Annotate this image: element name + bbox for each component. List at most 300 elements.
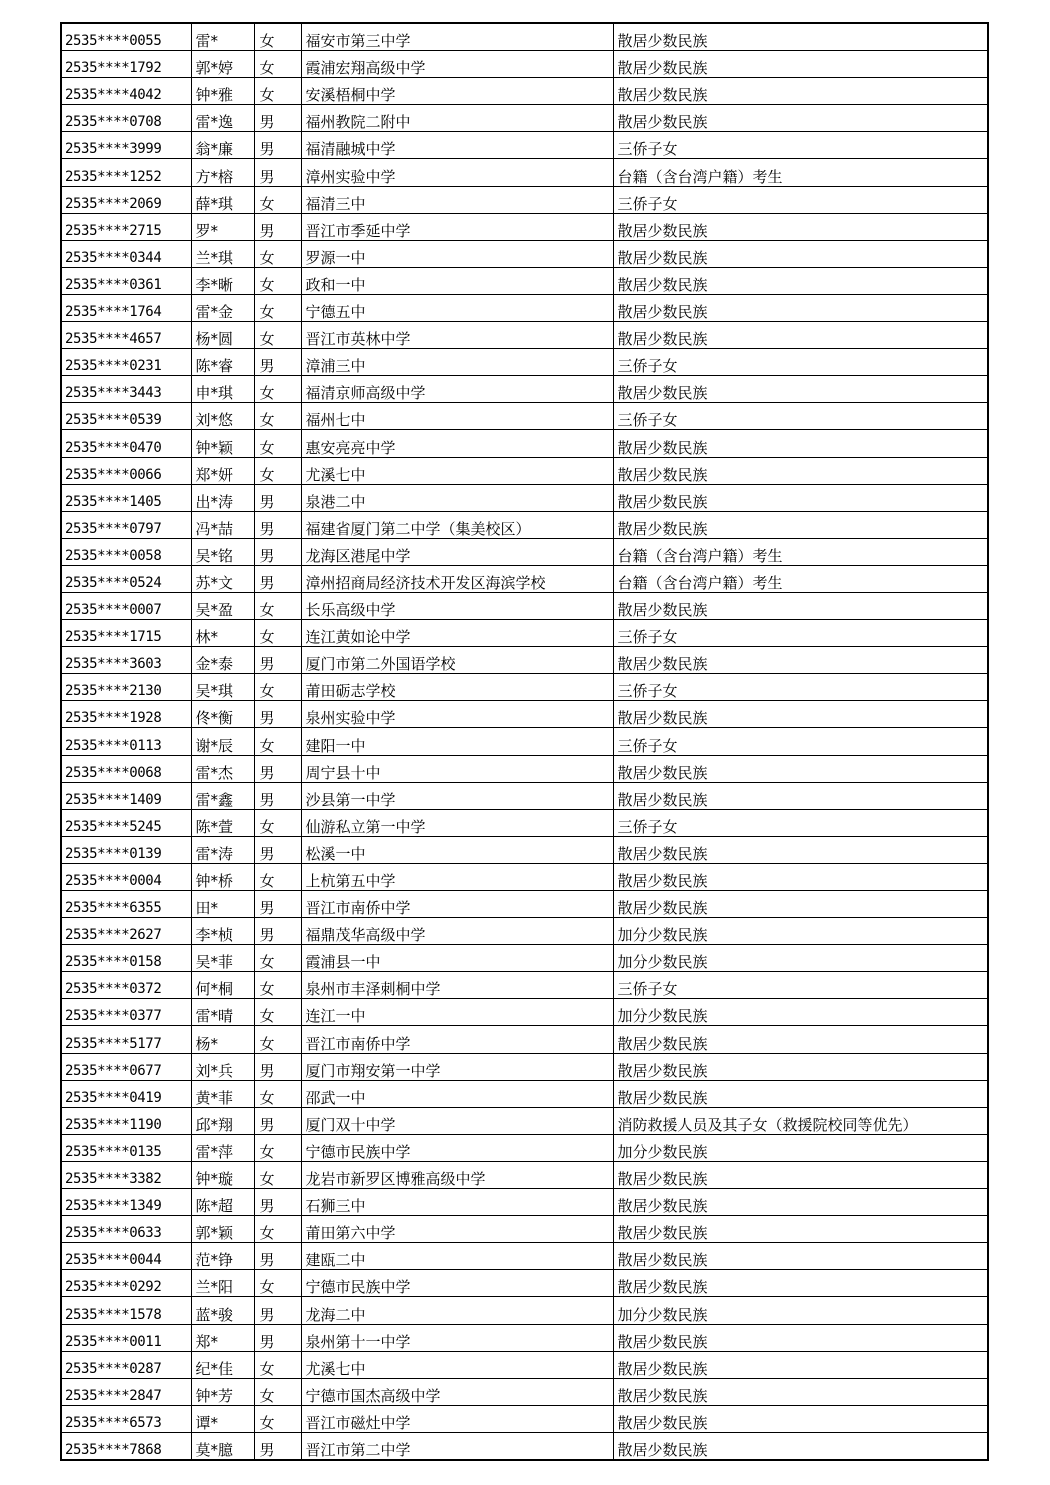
table-row — [61, 1026, 988, 1053]
exam-id-cell: 2535****0633 — [61, 1216, 191, 1243]
gender-cell: 女 — [254, 430, 301, 457]
student-name-cell: 钟*桥 — [191, 863, 254, 890]
student-name-cell: 雷*萍 — [191, 1134, 254, 1161]
gender-cell: 女 — [254, 863, 301, 890]
exam-id-cell: 2535****0058 — [61, 538, 191, 565]
category-cell: 散居少数民族 — [613, 1324, 988, 1351]
table-row — [61, 23, 988, 51]
student-name-cell: 陈*睿 — [191, 349, 254, 376]
category-cell: 散居少数民族 — [613, 891, 988, 918]
student-name-cell: 雷*鑫 — [191, 782, 254, 809]
table-row — [61, 620, 988, 647]
gender-cell: 男 — [254, 891, 301, 918]
gender-cell: 女 — [254, 1026, 301, 1053]
exam-id-cell: 2535****3382 — [61, 1161, 191, 1188]
exam-id-cell: 2535****0068 — [61, 755, 191, 782]
student-name-cell: 钟*颖 — [191, 430, 254, 457]
student-name-cell: 雷*涛 — [191, 836, 254, 863]
gender-cell: 女 — [254, 972, 301, 999]
category-cell: 散居少数民族 — [613, 863, 988, 890]
table-row — [61, 891, 988, 918]
table-row — [61, 511, 988, 538]
gender-cell: 女 — [254, 51, 301, 78]
gender-cell: 女 — [254, 186, 301, 213]
gender-cell: 女 — [254, 457, 301, 484]
exam-id-cell: 2535****0524 — [61, 565, 191, 592]
school-cell: 霞浦县一中 — [301, 945, 613, 972]
table-row — [61, 457, 988, 484]
school-cell: 宁德五中 — [301, 294, 613, 321]
category-cell: 散居少数民族 — [613, 1216, 988, 1243]
table-row — [61, 349, 988, 376]
table-row — [61, 538, 988, 565]
school-cell: 厦门双十中学 — [301, 1107, 613, 1134]
school-cell: 仙游私立第一中学 — [301, 809, 613, 836]
gender-cell: 男 — [254, 159, 301, 186]
gender-cell: 男 — [254, 484, 301, 511]
exam-id-cell: 2535****6355 — [61, 891, 191, 918]
student-name-cell: 林* — [191, 620, 254, 647]
gender-cell: 男 — [254, 132, 301, 159]
exam-id-cell: 2535****0231 — [61, 349, 191, 376]
category-cell: 加分少数民族 — [613, 918, 988, 945]
school-cell: 龙岩市新罗区博雅高级中学 — [301, 1161, 613, 1188]
table-row — [61, 1216, 988, 1243]
gender-cell: 女 — [254, 945, 301, 972]
student-name-cell: 何*桐 — [191, 972, 254, 999]
school-cell: 石狮三中 — [301, 1189, 613, 1216]
table-row — [61, 78, 988, 105]
exam-id-cell: 2535****1715 — [61, 620, 191, 647]
gender-cell: 女 — [254, 999, 301, 1026]
exam-id-cell: 2535****0113 — [61, 728, 191, 755]
category-cell: 消防救援人员及其子女（救援院校同等优先） — [613, 1107, 988, 1134]
gender-cell: 女 — [254, 1270, 301, 1297]
table-row — [61, 1270, 988, 1297]
student-name-cell: 杨*圆 — [191, 322, 254, 349]
table-row — [61, 782, 988, 809]
category-cell: 散居少数民族 — [613, 267, 988, 294]
exam-id-cell: 2535****2847 — [61, 1378, 191, 1405]
school-cell: 龙海区港尾中学 — [301, 538, 613, 565]
school-cell: 龙海二中 — [301, 1297, 613, 1324]
school-cell: 建阳一中 — [301, 728, 613, 755]
category-cell: 散居少数民族 — [613, 755, 988, 782]
student-name-cell: 翁*廉 — [191, 132, 254, 159]
gender-cell: 男 — [254, 213, 301, 240]
table-row — [61, 565, 988, 592]
school-cell: 晋江市磁灶中学 — [301, 1405, 613, 1432]
student-name-cell: 谭* — [191, 1405, 254, 1432]
table-row — [61, 1161, 988, 1188]
gender-cell: 男 — [254, 1324, 301, 1351]
student-name-cell: 吴*铭 — [191, 538, 254, 565]
exam-id-cell: 2535****0797 — [61, 511, 191, 538]
student-name-cell: 方*榕 — [191, 159, 254, 186]
category-cell: 散居少数民族 — [613, 1405, 988, 1432]
student-name-cell: 吴*琪 — [191, 674, 254, 701]
student-name-cell: 钟*芳 — [191, 1378, 254, 1405]
exam-id-cell: 2535****0539 — [61, 403, 191, 430]
school-cell: 尤溪七中 — [301, 457, 613, 484]
school-cell: 邵武一中 — [301, 1080, 613, 1107]
table-row — [61, 1432, 988, 1460]
category-cell: 散居少数民族 — [613, 1161, 988, 1188]
category-cell: 台籍（含台湾户籍）考生 — [613, 159, 988, 186]
table-row — [61, 1053, 988, 1080]
table-row — [61, 105, 988, 132]
roster-table — [60, 22, 989, 1461]
exam-id-cell: 2535****0004 — [61, 863, 191, 890]
exam-id-cell: 2535****0066 — [61, 457, 191, 484]
gender-cell: 女 — [254, 403, 301, 430]
school-cell: 泉州实验中学 — [301, 701, 613, 728]
school-cell: 福清京师高级中学 — [301, 376, 613, 403]
exam-id-cell: 2535****1764 — [61, 294, 191, 321]
exam-id-cell: 2535****0011 — [61, 1324, 191, 1351]
category-cell: 散居少数民族 — [613, 1351, 988, 1378]
category-cell: 散居少数民族 — [613, 511, 988, 538]
school-cell: 连江一中 — [301, 999, 613, 1026]
category-cell: 三侨子女 — [613, 620, 988, 647]
school-cell: 漳州实验中学 — [301, 159, 613, 186]
student-name-cell: 田* — [191, 891, 254, 918]
student-name-cell: 兰*琪 — [191, 240, 254, 267]
exam-id-cell: 2535****0135 — [61, 1134, 191, 1161]
school-cell: 福建省厦门第二中学（集美校区） — [301, 511, 613, 538]
school-cell: 晋江市季延中学 — [301, 213, 613, 240]
category-cell: 散居少数民族 — [613, 240, 988, 267]
exam-id-cell: 2535****0361 — [61, 267, 191, 294]
exam-id-cell: 2535****0044 — [61, 1243, 191, 1270]
gender-cell: 女 — [254, 728, 301, 755]
category-cell: 散居少数民族 — [613, 51, 988, 78]
school-cell: 宁德市国杰高级中学 — [301, 1378, 613, 1405]
school-cell: 惠安亮亮中学 — [301, 430, 613, 457]
category-cell: 散居少数民族 — [613, 1080, 988, 1107]
student-name-cell: 刘*兵 — [191, 1053, 254, 1080]
category-cell: 散居少数民族 — [613, 1026, 988, 1053]
gender-cell: 男 — [254, 1189, 301, 1216]
student-name-cell: 罗* — [191, 213, 254, 240]
school-cell: 霞浦宏翔高级中学 — [301, 51, 613, 78]
student-name-cell: 出*涛 — [191, 484, 254, 511]
table-row — [61, 51, 988, 78]
exam-id-cell: 2535****0344 — [61, 240, 191, 267]
roster-body — [61, 23, 988, 1460]
student-name-cell: 范*铮 — [191, 1243, 254, 1270]
school-cell: 厦门市第二外国语学校 — [301, 647, 613, 674]
school-cell: 建瓯二中 — [301, 1243, 613, 1270]
gender-cell: 男 — [254, 538, 301, 565]
table-row — [61, 132, 988, 159]
category-cell: 加分少数民族 — [613, 1297, 988, 1324]
student-name-cell: 李*桢 — [191, 918, 254, 945]
exam-id-cell: 2535****1928 — [61, 701, 191, 728]
school-cell: 莆田砺志学校 — [301, 674, 613, 701]
category-cell: 散居少数民族 — [613, 105, 988, 132]
student-name-cell: 薛*琪 — [191, 186, 254, 213]
school-cell: 政和一中 — [301, 267, 613, 294]
school-cell: 连江黄如论中学 — [301, 620, 613, 647]
student-name-cell: 郑* — [191, 1324, 254, 1351]
category-cell: 散居少数民族 — [613, 782, 988, 809]
table-row — [61, 1405, 988, 1432]
exam-id-cell: 2535****1578 — [61, 1297, 191, 1324]
student-name-cell: 冯*喆 — [191, 511, 254, 538]
table-row — [61, 647, 988, 674]
table-row — [61, 728, 988, 755]
exam-id-cell: 2535****0055 — [61, 23, 191, 51]
table-row — [61, 403, 988, 430]
student-name-cell: 邱*翔 — [191, 1107, 254, 1134]
school-cell: 晋江市南侨中学 — [301, 1026, 613, 1053]
gender-cell: 女 — [254, 240, 301, 267]
school-cell: 晋江市南侨中学 — [301, 891, 613, 918]
category-cell: 三侨子女 — [613, 349, 988, 376]
category-cell: 散居少数民族 — [613, 78, 988, 105]
gender-cell: 女 — [254, 376, 301, 403]
category-cell: 散居少数民族 — [613, 23, 988, 51]
table-row — [61, 592, 988, 619]
table-row — [61, 1378, 988, 1405]
student-name-cell: 金*泰 — [191, 647, 254, 674]
category-cell: 加分少数民族 — [613, 1134, 988, 1161]
table-row — [61, 1107, 988, 1134]
exam-id-cell: 2535****0377 — [61, 999, 191, 1026]
category-cell: 三侨子女 — [613, 186, 988, 213]
school-cell: 莆田第六中学 — [301, 1216, 613, 1243]
gender-cell: 女 — [254, 267, 301, 294]
exam-id-cell: 2535****1252 — [61, 159, 191, 186]
exam-id-cell: 2535****0158 — [61, 945, 191, 972]
school-cell: 松溪一中 — [301, 836, 613, 863]
exam-id-cell: 2535****0677 — [61, 1053, 191, 1080]
gender-cell: 女 — [254, 322, 301, 349]
exam-id-cell: 2535****3999 — [61, 132, 191, 159]
school-cell: 漳州招商局经济技术开发区海滨学校 — [301, 565, 613, 592]
student-name-cell: 陈*萱 — [191, 809, 254, 836]
student-name-cell: 黄*菲 — [191, 1080, 254, 1107]
student-name-cell: 苏*文 — [191, 565, 254, 592]
gender-cell: 男 — [254, 511, 301, 538]
exam-id-cell: 2535****0372 — [61, 972, 191, 999]
category-cell: 加分少数民族 — [613, 999, 988, 1026]
table-row — [61, 159, 988, 186]
gender-cell: 男 — [254, 349, 301, 376]
school-cell: 漳浦三中 — [301, 349, 613, 376]
table-row — [61, 863, 988, 890]
school-cell: 福安市第三中学 — [301, 23, 613, 51]
school-cell: 周宁县十中 — [301, 755, 613, 782]
school-cell: 福鼎茂华高级中学 — [301, 918, 613, 945]
table-row — [61, 674, 988, 701]
exam-id-cell: 2535****2069 — [61, 186, 191, 213]
category-cell: 加分少数民族 — [613, 945, 988, 972]
student-name-cell: 莫*臆 — [191, 1432, 254, 1460]
table-row — [61, 240, 988, 267]
category-cell: 散居少数民族 — [613, 294, 988, 321]
category-cell: 台籍（含台湾户籍）考生 — [613, 565, 988, 592]
school-cell: 上杭第五中学 — [301, 863, 613, 890]
exam-id-cell: 2535****0419 — [61, 1080, 191, 1107]
school-cell: 福州七中 — [301, 403, 613, 430]
category-cell: 散居少数民族 — [613, 647, 988, 674]
category-cell: 散居少数民族 — [613, 213, 988, 240]
table-row — [61, 755, 988, 782]
exam-id-cell: 2535****3603 — [61, 647, 191, 674]
student-name-cell: 雷*晴 — [191, 999, 254, 1026]
table-row — [61, 294, 988, 321]
exam-id-cell: 2535****1792 — [61, 51, 191, 78]
table-row — [61, 1324, 988, 1351]
category-cell: 散居少数民族 — [613, 1432, 988, 1460]
student-name-cell: 郭*婷 — [191, 51, 254, 78]
exam-id-cell: 2535****0470 — [61, 430, 191, 457]
gender-cell: 男 — [254, 755, 301, 782]
school-cell: 安溪梧桐中学 — [301, 78, 613, 105]
gender-cell: 男 — [254, 565, 301, 592]
school-cell: 福清三中 — [301, 186, 613, 213]
school-cell: 泉港二中 — [301, 484, 613, 511]
category-cell: 三侨子女 — [613, 809, 988, 836]
student-name-cell: 雷*金 — [191, 294, 254, 321]
category-cell: 散居少数民族 — [613, 592, 988, 619]
exam-id-cell: 2535****1349 — [61, 1189, 191, 1216]
gender-cell: 男 — [254, 647, 301, 674]
gender-cell: 女 — [254, 1161, 301, 1188]
table-row — [61, 186, 988, 213]
gender-cell: 男 — [254, 918, 301, 945]
school-cell: 泉州第十一中学 — [301, 1324, 613, 1351]
student-name-cell: 郭*颖 — [191, 1216, 254, 1243]
school-cell: 长乐高级中学 — [301, 592, 613, 619]
student-name-cell: 兰*阳 — [191, 1270, 254, 1297]
student-name-cell: 钟*璇 — [191, 1161, 254, 1188]
gender-cell: 男 — [254, 782, 301, 809]
school-cell: 尤溪七中 — [301, 1351, 613, 1378]
table-row — [61, 322, 988, 349]
gender-cell: 女 — [254, 592, 301, 619]
exam-id-cell: 2535****1190 — [61, 1107, 191, 1134]
student-name-cell: 雷*杰 — [191, 755, 254, 782]
exam-id-cell: 2535****6573 — [61, 1405, 191, 1432]
student-name-cell: 雷*逸 — [191, 105, 254, 132]
table-row — [61, 999, 988, 1026]
gender-cell: 男 — [254, 1243, 301, 1270]
table-row — [61, 1080, 988, 1107]
exam-id-cell: 2535****0007 — [61, 592, 191, 619]
category-cell: 台籍（含台湾户籍）考生 — [613, 538, 988, 565]
table-row — [61, 836, 988, 863]
exam-id-cell: 2535****0292 — [61, 1270, 191, 1297]
table-row — [61, 1134, 988, 1161]
student-name-cell: 佟*衡 — [191, 701, 254, 728]
table-row — [61, 213, 988, 240]
gender-cell: 女 — [254, 1405, 301, 1432]
exam-id-cell: 2535****3443 — [61, 376, 191, 403]
exam-id-cell: 2535****2627 — [61, 918, 191, 945]
category-cell: 三侨子女 — [613, 132, 988, 159]
category-cell: 散居少数民族 — [613, 701, 988, 728]
student-name-cell: 谢*辰 — [191, 728, 254, 755]
table-row — [61, 918, 988, 945]
school-cell: 晋江市英林中学 — [301, 322, 613, 349]
category-cell: 三侨子女 — [613, 728, 988, 755]
gender-cell: 女 — [254, 78, 301, 105]
gender-cell: 女 — [254, 23, 301, 51]
table-row — [61, 1297, 988, 1324]
exam-id-cell: 2535****0708 — [61, 105, 191, 132]
exam-id-cell: 2535****0139 — [61, 836, 191, 863]
school-cell: 宁德市民族中学 — [301, 1270, 613, 1297]
exam-id-cell: 2535****1405 — [61, 484, 191, 511]
gender-cell: 女 — [254, 674, 301, 701]
category-cell: 散居少数民族 — [613, 457, 988, 484]
student-name-cell: 钟*雅 — [191, 78, 254, 105]
gender-cell: 男 — [254, 1297, 301, 1324]
category-cell: 散居少数民族 — [613, 322, 988, 349]
exam-id-cell: 2535****2130 — [61, 674, 191, 701]
school-cell: 晋江市第二中学 — [301, 1432, 613, 1460]
exam-id-cell: 2535****5177 — [61, 1026, 191, 1053]
school-cell: 沙县第一中学 — [301, 782, 613, 809]
table-row — [61, 484, 988, 511]
table-row — [61, 376, 988, 403]
table-row — [61, 972, 988, 999]
table-row — [61, 809, 988, 836]
category-cell: 散居少数民族 — [613, 1378, 988, 1405]
school-cell: 厦门市翔安第一中学 — [301, 1053, 613, 1080]
exam-id-cell: 2535****4042 — [61, 78, 191, 105]
table-row — [61, 430, 988, 457]
gender-cell: 女 — [254, 1216, 301, 1243]
table-row — [61, 1189, 988, 1216]
category-cell: 散居少数民族 — [613, 1053, 988, 1080]
category-cell: 散居少数民族 — [613, 836, 988, 863]
table-row — [61, 1351, 988, 1378]
student-name-cell: 吴*盈 — [191, 592, 254, 619]
gender-cell: 男 — [254, 1107, 301, 1134]
exam-id-cell: 2535****2715 — [61, 213, 191, 240]
table-row — [61, 267, 988, 294]
student-name-cell: 雷* — [191, 23, 254, 51]
category-cell: 三侨子女 — [613, 674, 988, 701]
school-cell: 罗源一中 — [301, 240, 613, 267]
gender-cell: 女 — [254, 294, 301, 321]
exam-id-cell: 2535****7868 — [61, 1432, 191, 1460]
category-cell: 散居少数民族 — [613, 1243, 988, 1270]
category-cell: 散居少数民族 — [613, 1189, 988, 1216]
exam-id-cell: 2535****1409 — [61, 782, 191, 809]
gender-cell: 女 — [254, 620, 301, 647]
student-name-cell: 郑*妍 — [191, 457, 254, 484]
gender-cell: 男 — [254, 1053, 301, 1080]
table-row — [61, 945, 988, 972]
student-name-cell: 陈*超 — [191, 1189, 254, 1216]
exam-id-cell: 2535****0287 — [61, 1351, 191, 1378]
gender-cell: 男 — [254, 836, 301, 863]
exam-id-cell: 2535****4657 — [61, 322, 191, 349]
table-row — [61, 1243, 988, 1270]
category-cell: 散居少数民族 — [613, 484, 988, 511]
gender-cell: 女 — [254, 1351, 301, 1378]
gender-cell: 女 — [254, 1080, 301, 1107]
school-cell: 福清融城中学 — [301, 132, 613, 159]
category-cell: 散居少数民族 — [613, 1270, 988, 1297]
category-cell: 三侨子女 — [613, 972, 988, 999]
school-cell: 宁德市民族中学 — [301, 1134, 613, 1161]
